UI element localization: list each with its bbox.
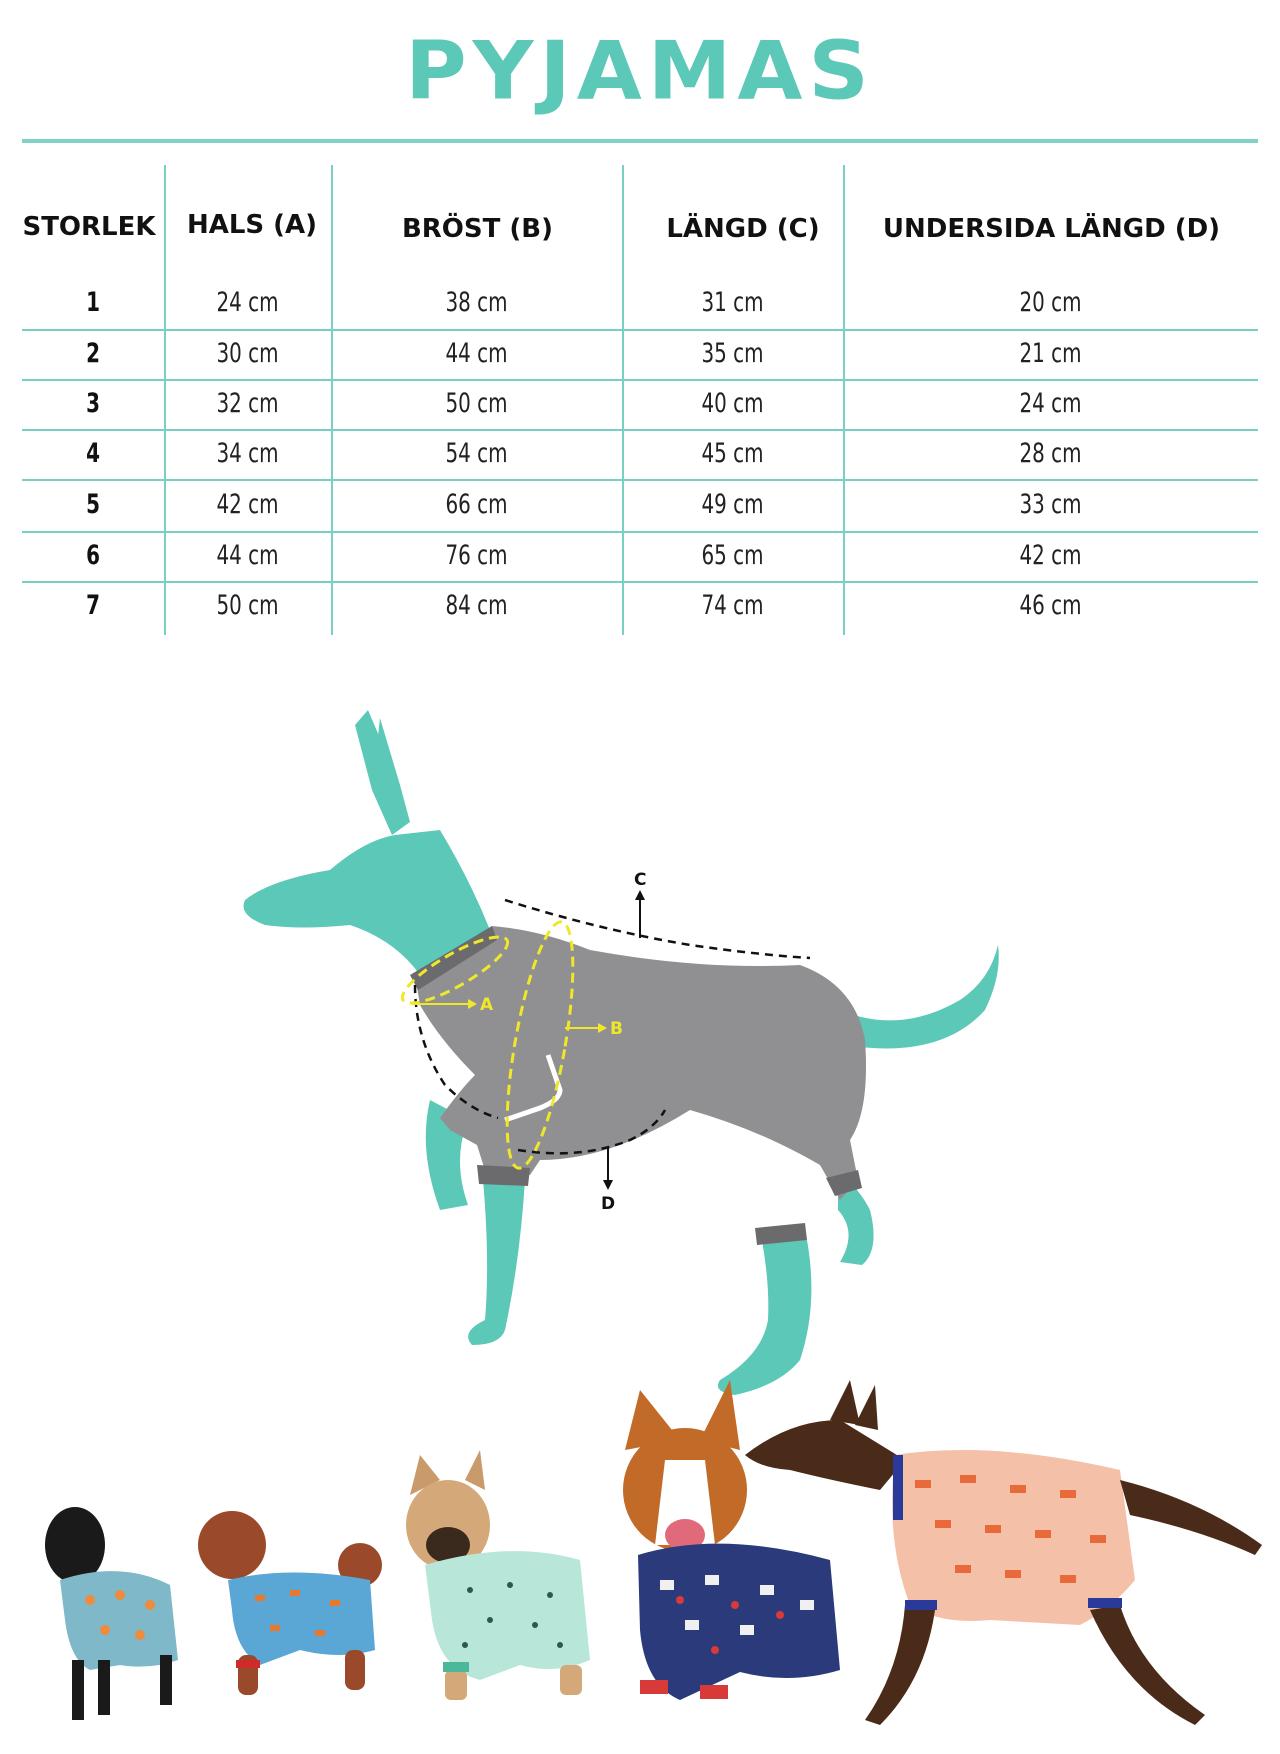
underside-length-cell: 46 cm	[1019, 590, 1082, 621]
measure-label-d: D	[601, 1194, 616, 1214]
size-cell: 3	[86, 388, 100, 419]
underside-length-cell: 33 cm	[1019, 489, 1082, 520]
size-table	[22, 165, 1258, 635]
dog-photo-strip	[0, 1365, 1280, 1754]
header-hals: HALS (A)	[186, 210, 318, 240]
size-cell: 6	[86, 540, 100, 571]
chest-cell: 66 cm	[445, 489, 508, 520]
neck-cell: 50 cm	[216, 590, 279, 621]
length-cell: 49 cm	[701, 489, 764, 520]
underside-length-cell: 21 cm	[1019, 338, 1082, 369]
length-cell: 45 cm	[701, 438, 764, 469]
size-cell: 1	[86, 287, 100, 318]
underside-length-cell: 24 cm	[1019, 388, 1082, 419]
neck-cell: 30 cm	[216, 338, 279, 369]
measure-label-a: A	[480, 995, 494, 1015]
neck-cell: 34 cm	[216, 438, 279, 469]
size-cell: 5	[86, 489, 100, 520]
column-divider	[164, 165, 166, 635]
length-cell: 65 cm	[701, 540, 764, 571]
header-undersida-langd: UNDERSIDA LÄNGD (D)	[882, 214, 1221, 244]
chest-cell: 84 cm	[445, 590, 508, 621]
neck-cell: 42 cm	[216, 489, 279, 520]
header-langd: LÄNGD (C)	[666, 214, 820, 244]
dog-photo-black-small	[45, 1507, 178, 1720]
underside-length-cell: 28 cm	[1019, 438, 1082, 469]
size-cell: 2	[86, 338, 100, 369]
chest-cell: 50 cm	[445, 388, 508, 419]
underside-length-cell: 42 cm	[1019, 540, 1082, 571]
neck-cell: 32 cm	[216, 388, 279, 419]
dog-measurement-diagram	[230, 700, 1030, 1420]
length-cell: 35 cm	[701, 338, 764, 369]
chest-cell: 38 cm	[445, 287, 508, 318]
size-cell: 4	[86, 438, 100, 469]
page-title: PYJAMAS	[405, 24, 875, 118]
chest-cell: 54 cm	[445, 438, 508, 469]
length-cell: 74 cm	[701, 590, 764, 621]
chest-cell: 76 cm	[445, 540, 508, 571]
neck-cell: 24 cm	[216, 287, 279, 318]
header-brost: BRÖST (B)	[401, 214, 554, 244]
dog-photo-poodle	[198, 1511, 382, 1695]
length-cell: 40 cm	[701, 388, 764, 419]
dog-photo-french-bulldog	[406, 1450, 590, 1700]
header-storlek: STORLEK	[22, 212, 156, 242]
pyjama-garment-icon	[415, 926, 866, 1200]
size-cell: 7	[86, 590, 100, 621]
measure-label-c: C	[634, 870, 647, 890]
neck-cell: 44 cm	[216, 540, 279, 571]
title-divider	[22, 139, 1258, 143]
length-cell: 31 cm	[701, 287, 764, 318]
measure-label-b: B	[610, 1019, 623, 1039]
underside-length-cell: 20 cm	[1019, 287, 1082, 318]
chest-cell: 44 cm	[445, 338, 508, 369]
